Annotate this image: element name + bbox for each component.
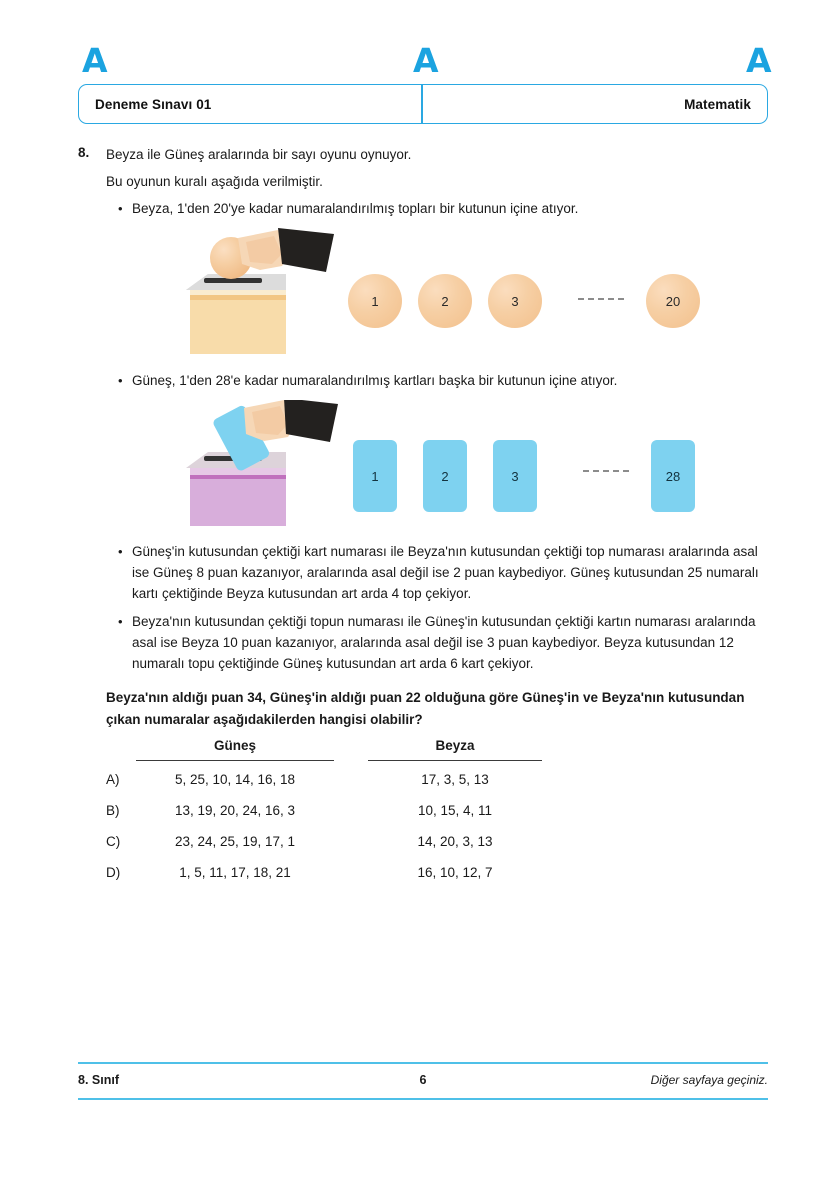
- card-item: 3: [493, 440, 537, 512]
- ball-item: 20: [646, 274, 700, 328]
- answer-option-row[interactable]: [106, 768, 666, 799]
- option-beyza-values: 10, 15, 4, 11: [417, 803, 493, 818]
- rule-bullet-1: [118, 198, 758, 219]
- column-header-beyza: Beyza: [435, 738, 475, 753]
- card-item: 28: [651, 440, 695, 512]
- question-number: 8.: [78, 145, 90, 160]
- rule-bullet-2: [118, 370, 758, 391]
- answer-table-header: [106, 738, 666, 768]
- option-gunes-values: 23, 24, 25, 19, 17, 1: [174, 834, 296, 849]
- option-letter: C): [106, 834, 121, 849]
- bullet-dot-icon: •: [118, 614, 123, 629]
- header-boxes: [78, 84, 768, 124]
- rule-bullet-3: [118, 541, 766, 604]
- column-rule-gunes: [136, 760, 334, 761]
- question-prompt: Beyza'nın aldığı puan 34, Güneş'in aldığı puan 22 olduğuna göre Güneş'in ve Beyza'nın kutusundan çıkan numaralar aşağıdakilerden hangisi olabilir?: [106, 690, 745, 727]
- option-beyza-values: 17, 3, 5, 13: [421, 772, 489, 787]
- rule-bullet-1-text: Beyza, 1'den 20'ye kadar numaralandırılmış topları bir kutunun içine atıyor.: [132, 201, 579, 216]
- answer-option-row[interactable]: [106, 830, 666, 861]
- rule-bullet-3-text: Güneş'in kutusundan çektiği kart numarası ile Beyza'nın kutusundan çektiği top numarası aralarında asal ise Güneş 8 puan kazanıyor, aralarında asal değil ise 2 puan kaybediyor. Güneş kutusundan 25 numaralı kartı çektiğinde Beyza kutusundan art arda 4 top çekiyor.: [132, 544, 759, 601]
- rule-bullet-2-text: Güneş, 1'den 28'e kadar numaralandırılmış kartları başka bir kutunun içine atıyor.: [132, 373, 618, 388]
- option-gunes-values: 1, 5, 11, 17, 18, 21: [179, 865, 291, 880]
- exam-name-box: [78, 84, 422, 124]
- page-header: [78, 41, 772, 130]
- answer-options-table: [106, 738, 666, 892]
- booklet-letter-a-right: A: [746, 41, 772, 80]
- column-header-gunes: Güneş: [213, 738, 256, 753]
- subject-name-box: [422, 84, 768, 124]
- footer-grade: 8. Sınıf: [78, 1073, 119, 1087]
- option-beyza-values: 14, 20, 3, 13: [417, 834, 493, 849]
- page-footer: [78, 1062, 768, 1100]
- option-beyza-values: 16, 10, 12, 7: [417, 865, 493, 880]
- bullet-dot-icon: •: [118, 373, 123, 388]
- answer-option-row[interactable]: [106, 799, 666, 830]
- balls-illustration: [186, 228, 726, 358]
- cards-ellipsis-dashes: [583, 470, 629, 474]
- footer-rule-bottom: [78, 1098, 768, 1100]
- booklet-letter-a-left: A: [82, 41, 108, 80]
- ball-item: 2: [418, 274, 472, 328]
- card-item: 2: [423, 440, 467, 512]
- option-letter: D): [106, 865, 121, 880]
- footer-content: [78, 1064, 768, 1098]
- cards-illustration: [186, 400, 726, 530]
- bullet-dot-icon: •: [118, 201, 123, 216]
- option-gunes-values: 5, 25, 10, 14, 16, 18: [174, 772, 296, 787]
- ball-item: 1: [348, 274, 402, 328]
- booklet-letter-a-middle: A: [413, 41, 439, 80]
- exam-name-label: Deneme Sınavı 01: [95, 96, 212, 112]
- option-letter: A): [106, 772, 120, 787]
- bullet-dot-icon: •: [118, 544, 123, 559]
- balls-ellipsis-dashes: [578, 298, 624, 302]
- card-item: 1: [353, 440, 397, 512]
- booklet-type-marks: [78, 41, 772, 86]
- rule-bullet-4-text: Beyza'nın kutusundan çektiği topun numarası ile Güneş'in kutusundan çektiği kartın numarası aralarında asal ise Beyza 10 puan kazanıyor, aralarında asal değil ise 3 puan kaybediyor. Beyza kutusundan 12 numaralı topu çektiğinde Güneş kutusundan art arda 6 kart çekiyor.: [132, 614, 756, 671]
- question-intro-line-2: Bu oyunun kuralı aşağıda verilmiştir.: [106, 174, 323, 189]
- rule-bullet-4: [118, 611, 766, 674]
- question-intro-line-1: Beyza ile Güneş aralarında bir sayı oyunu oynuyor.: [106, 147, 412, 162]
- ball-item: 3: [488, 274, 542, 328]
- subject-name-label: Matematik: [684, 96, 751, 112]
- footer-note: Diğer sayfaya geçiniz.: [650, 1073, 768, 1087]
- option-gunes-values: 13, 19, 20, 24, 16, 3: [174, 803, 296, 818]
- answer-option-row[interactable]: [106, 861, 666, 892]
- option-letter: B): [106, 803, 120, 818]
- footer-page-number: 6: [419, 1073, 427, 1087]
- column-rule-beyza: [368, 760, 542, 761]
